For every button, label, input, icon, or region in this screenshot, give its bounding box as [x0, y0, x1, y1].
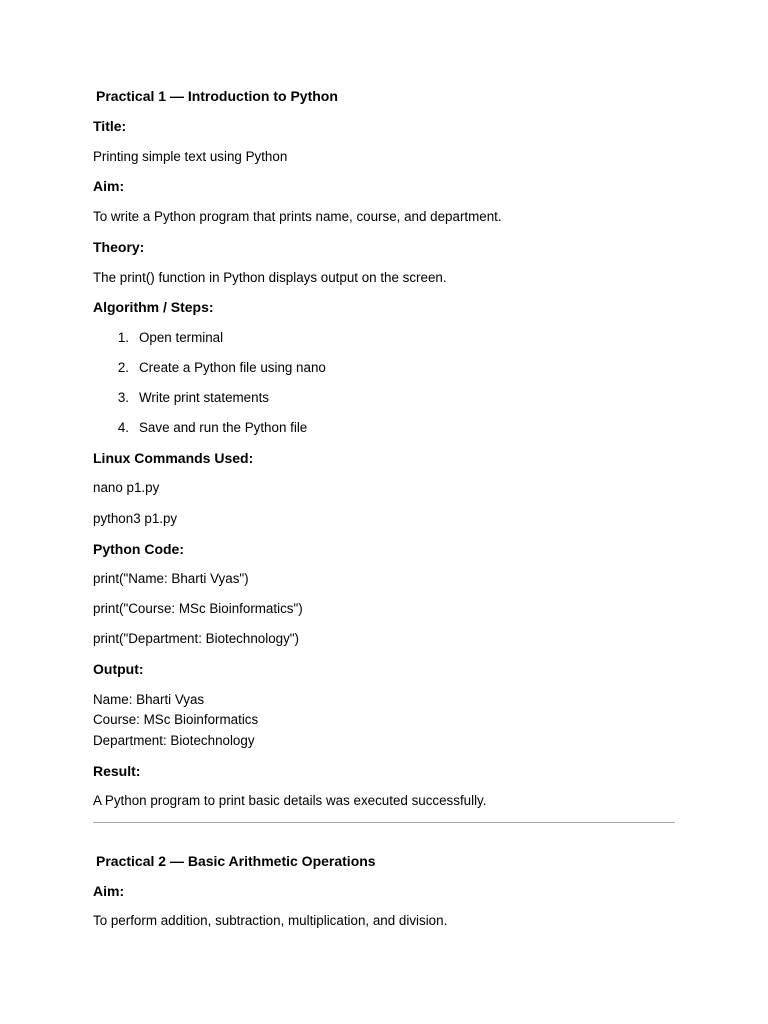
- command-line: nano p1.py: [93, 480, 160, 495]
- output-line: Department: Biotechnology: [93, 733, 255, 748]
- practical-2-title: Practical 2 — Basic Arithmetic Operations: [96, 853, 376, 869]
- aim-text: To write a Python program that prints name, course, and department.: [93, 209, 502, 224]
- practical-1-title: Practical 1 — Introduction to Python: [96, 88, 338, 104]
- output-label: Output:: [93, 661, 144, 677]
- theory-label: Theory:: [93, 239, 145, 255]
- code-line: print("Name: Bharti Vyas"): [93, 571, 249, 586]
- list-number: 3.: [117, 390, 129, 405]
- algorithm-label: Algorithm / Steps:: [93, 299, 214, 315]
- result-text: A Python program to print basic details was executed successfully.: [93, 793, 487, 808]
- list-text: Save and run the Python file: [139, 420, 308, 435]
- aim-label: Aim:: [93, 883, 125, 899]
- list-number: 1.: [117, 330, 129, 345]
- result-label: Result:: [93, 763, 141, 779]
- code-label: Python Code:: [93, 541, 184, 557]
- commands-label: Linux Commands Used:: [93, 450, 254, 466]
- list-text: Open terminal: [139, 330, 224, 345]
- output-line: Name: Bharti Vyas: [93, 692, 205, 707]
- title-label: Title:: [93, 118, 127, 134]
- code-line: print("Course: MSc Bioinformatics"): [93, 601, 303, 616]
- section-divider: [93, 822, 675, 823]
- list-number: 4.: [117, 420, 129, 435]
- output-line: Course: MSc Bioinformatics: [93, 712, 259, 727]
- command-line: python3 p1.py: [93, 511, 178, 526]
- aim-text: To perform addition, subtraction, multiplication, and division.: [93, 913, 448, 928]
- theory-text: The print() function in Python displays output on the screen.: [93, 270, 447, 285]
- aim-label: Aim:: [93, 178, 125, 194]
- title-text: Printing simple text using Python: [93, 149, 288, 164]
- code-line: print("Department: Biotechnology"): [93, 631, 299, 646]
- list-number: 2.: [117, 360, 129, 375]
- list-text: Write print statements: [139, 390, 269, 405]
- list-text: Create a Python file using nano: [139, 360, 326, 375]
